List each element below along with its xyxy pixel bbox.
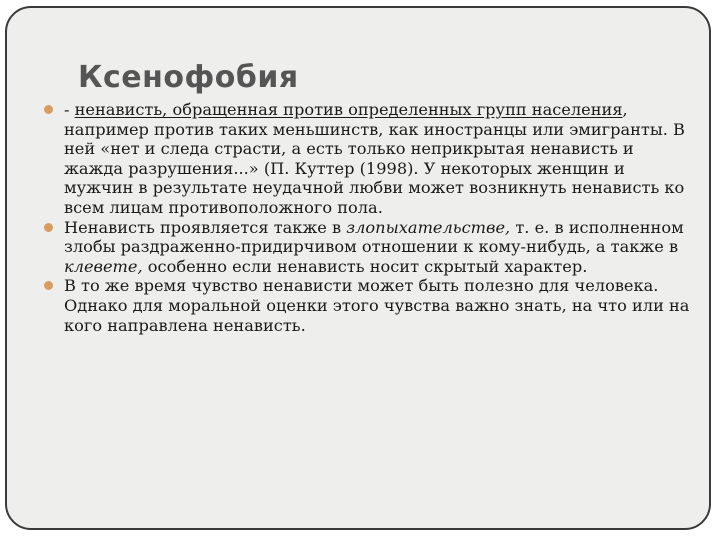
bullet-icon xyxy=(44,281,53,290)
bullet-1-lead: - xyxy=(64,100,75,119)
bullet-item-2 xyxy=(44,218,694,277)
bullet-2-term-slander: клевете, xyxy=(64,256,143,276)
bullet-item-1 xyxy=(44,100,694,218)
bullet-2-text-c: особенно если ненависть носит скрытый характер. xyxy=(142,256,588,276)
bullet-2-text-a: Ненависть проявляется также в xyxy=(64,217,347,237)
bullet-3-text: В то же время чувство ненависти может быть полезно для человека. Однако для моральной оценки этого чувства важно знать, на что или на кого направлена ненависть. xyxy=(64,276,690,335)
bullet-1-definition: ненависть, обращенная против определенных групп населения xyxy=(74,100,623,119)
bullet-2-text-b: т. е. в исполненном злобы раздраженно-придирчивом отношении к кому-нибудь, а также в xyxy=(64,217,684,257)
bullet-1-text: , например против таких меньшинств, как иностранцы или эмигранты. В ней «нет и следа страсти, а есть только неприкрытая ненависть и жажда разрушения...» (П. Куттер (1998). У некоторых женщин и мужчин в результате неудачной любви может возникнуть ненависть ко всем лицам противоположного пола. xyxy=(64,100,685,217)
slide-content xyxy=(44,100,694,335)
bullet-icon xyxy=(44,105,53,114)
bullet-item-3 xyxy=(44,276,694,335)
bullet-2-term-malice: злопыхательстве, xyxy=(346,217,511,237)
bullet-icon xyxy=(44,223,53,232)
slide-title: Ксенофобия xyxy=(78,60,299,95)
